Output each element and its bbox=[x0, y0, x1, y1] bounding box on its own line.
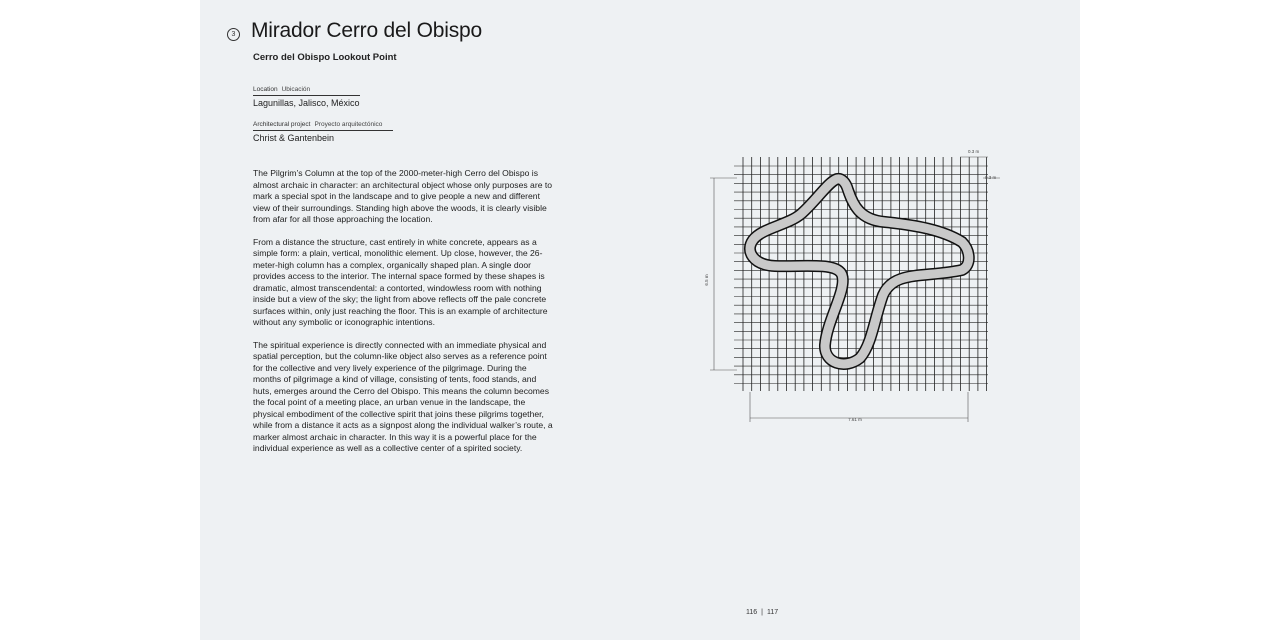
project-number-badge: 3 bbox=[227, 28, 240, 41]
floor-plan-drawing bbox=[200, 0, 1080, 640]
dim-top-label: 0.3 m bbox=[968, 149, 980, 154]
location-label-en: Location bbox=[253, 86, 278, 93]
book-spread bbox=[200, 0, 1080, 640]
body-paragraph-1: The Pilgrim’s Column at the top of the 2000-meter-high Cerro del Obispo is almost archaic in character: an architectural object whose only purposes are to mark a special spot in the landscape and to give people a new and different view of their surroundings. Standing high above the woods, it is clearly visible from afar for all those approaching the location. bbox=[253, 168, 553, 224]
page-title: Mirador Cerro del Obispo bbox=[251, 19, 482, 42]
dim-width-label: 7.61 m bbox=[848, 417, 862, 422]
dim-height-label: 6.5 m bbox=[704, 274, 709, 286]
location-value: Lagunillas, Jalisco, México bbox=[253, 98, 360, 108]
architect-value: Christ & Gantenbein bbox=[253, 133, 335, 143]
page-subtitle: Cerro del Obispo Lookout Point bbox=[253, 52, 397, 63]
page-number-left: 116 bbox=[746, 609, 758, 616]
body-paragraph-3: The spiritual experience is directly connected with an immediate physical and spatial perception, but the column-like object also serves as a reference point for the collective and very lively experience of the pilgrimage. During the months of pilgrimage a kind of village, consisting of tents, food stands, and huts, emerges around the Cerro del Obispo. This means the column becomes the focal point of a meeting place, an urban venue in the landscape, the physical embodiment of the collective spirit that joins these pilgrims together, while from a distance it acts as a signpost along the individual walker’s route, a marker almost archaic in character. In this way it is a powerful place for the individual experience as well as a collective center of a spirited society. bbox=[253, 339, 553, 453]
page-number-separator: | bbox=[761, 609, 763, 616]
architect-label-es: Proyecto arquitectónico bbox=[314, 121, 383, 128]
location-label-es: Ubicación bbox=[281, 86, 311, 93]
dim-right-label: 0.3 m bbox=[985, 175, 997, 180]
page-number-right: 117 bbox=[767, 609, 779, 616]
body-paragraph-2: From a distance the structure, cast entirely in white concrete, appears as a simple form: a plain, vertical, monolithic element. Up close, however, the 26-meter-high column has a complex, organically shaped plan. A single door provides access to the interior. The internal space formed by these shapes is dramatic, almost transcendental: a contorted, windowless room with nothing inside but a view of the sky; the light from above reflects off the pale concrete surfaces within, only just reaching the floor. This is an example of architecture without any symbolic or iconographic intentions. bbox=[253, 236, 548, 327]
page-numbers bbox=[746, 609, 778, 616]
architect-label-en: Architectural project bbox=[253, 121, 311, 128]
